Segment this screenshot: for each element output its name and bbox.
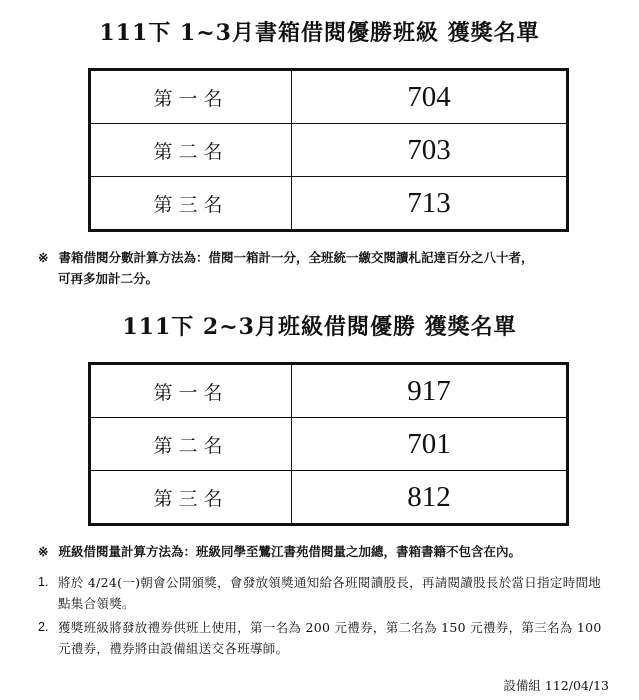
- table-row: [90, 124, 568, 177]
- table-row: [90, 364, 568, 418]
- class-number: 701: [292, 418, 568, 471]
- note-mark: ※: [38, 544, 49, 559]
- item-text: 將於 4/24(一)朝會公開頒獎，會發放領獎通知給各班閱讀股長，再請閱讀股長於當日指定時間地點集合領獎。: [58, 575, 602, 611]
- note-mark: ※: [38, 250, 49, 265]
- rank-label: 第三名: [90, 177, 292, 231]
- section2-note: [38, 541, 608, 562]
- rank-label: 第一名: [90, 364, 292, 418]
- table-row: [90, 177, 568, 231]
- note-text-line1: 班級借閱量計算方法為：班級同學至鷺江書苑借閱量之加總，書箱書籍不包含在內。: [58, 544, 521, 559]
- table-row: [90, 418, 568, 471]
- item-number: 2.: [38, 620, 49, 634]
- class-number: 917: [292, 364, 568, 418]
- item-number: 1.: [38, 575, 49, 589]
- section2-title: 111下 2~3月班級借閱優勝 獲獎名單: [122, 314, 517, 340]
- ranking-table-1: [88, 68, 569, 232]
- table-row: [90, 70, 568, 124]
- list-item: [38, 617, 608, 659]
- rank-label: 第三名: [90, 471, 292, 525]
- footer-signature: 設備組 112/04/13: [503, 678, 609, 693]
- notice-list: [38, 572, 608, 662]
- list-item: [38, 572, 608, 614]
- ranking-table-2: [88, 362, 569, 526]
- table-row: [90, 471, 568, 525]
- section1-title: 111下 1~3月書箱借閱優勝班級 獲獎名單: [99, 20, 540, 46]
- rank-label: 第一名: [90, 70, 292, 124]
- class-number: 713: [292, 177, 568, 231]
- class-number: 703: [292, 124, 568, 177]
- class-number: 812: [292, 471, 568, 525]
- class-number: 704: [292, 70, 568, 124]
- note-text-line2: 可再多加計二分。: [58, 271, 159, 286]
- note-text-line1: 書箱借閱分數計算方法為：借閱一箱計一分，全班統一繳交閱讀札記達百分之八十者，: [58, 250, 534, 265]
- item-text: 獲獎班級將發放禮券供班上使用，第一名為 200 元禮券，第二名為 150 元禮券，第三名為 100 元禮券，禮券將由設備組送交各班導師。: [58, 620, 602, 656]
- rank-label: 第二名: [90, 418, 292, 471]
- section1-note: [38, 247, 608, 289]
- rank-label: 第二名: [90, 124, 292, 177]
